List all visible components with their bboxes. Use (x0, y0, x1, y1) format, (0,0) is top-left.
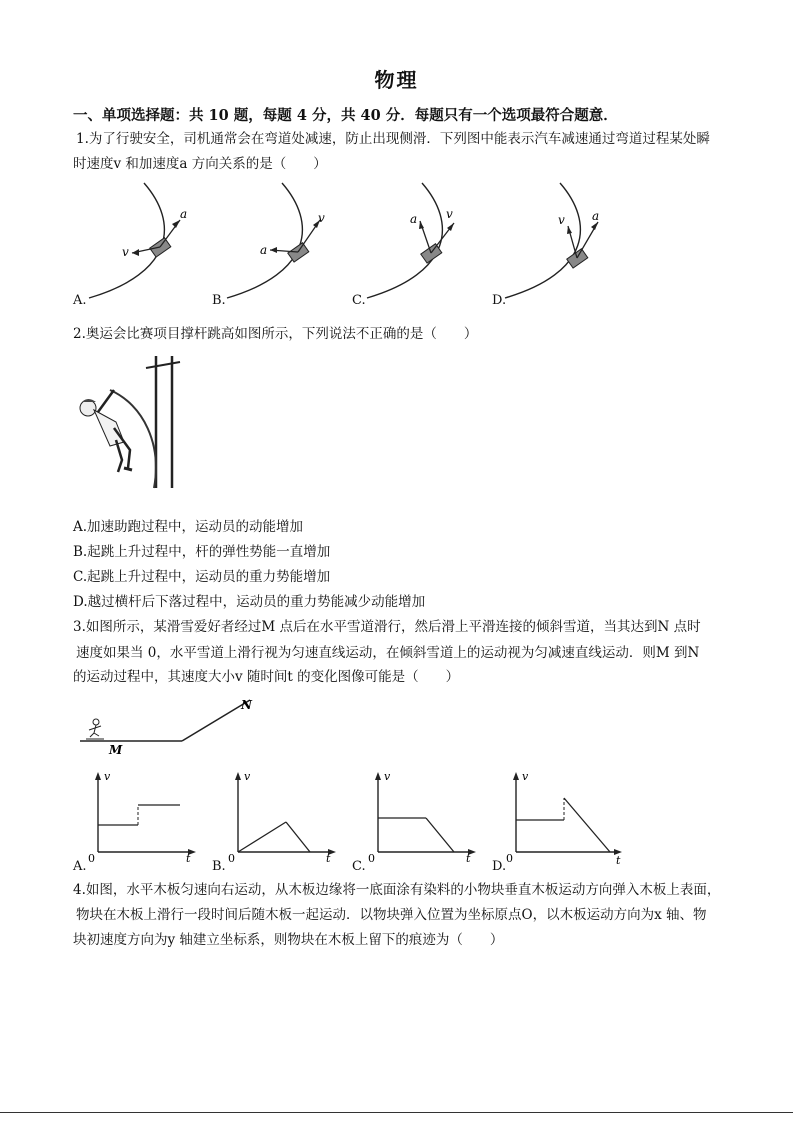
q1-option-d[interactable]: D. (492, 293, 507, 308)
page-title: 物理 (374, 68, 419, 92)
q2-option-d[interactable]: D.越过横杆后下落过程中，运动员的重力势能减少动能增加 (73, 594, 426, 610)
q2-option-a[interactable]: A.加速助跑过程中，运动员的动能增加 (73, 519, 304, 535)
q3d-origin: 0 (506, 852, 513, 865)
q1-stem-line2: 时速度v 和加速度a 方向关系的是（ ） (73, 156, 327, 172)
q3-graph-a (88, 770, 198, 865)
q3b-origin: 0 (228, 852, 235, 865)
q3c-axis-v: v (384, 770, 391, 783)
q3-graph-c (368, 770, 478, 865)
q3-stem-line3: 的运动过程中，其速度大小v 随时间t 的变化图像可能是（ ） (73, 669, 460, 685)
q1b-v-label: v (318, 211, 325, 225)
q2-option-c[interactable]: C.起跳上升过程中，运动员的重力势能增加 (73, 569, 331, 585)
q3-stem-line2: 速度如果当 0，水平雪道上滑行视为匀速直线运动，在倾斜雪道上的运动视为匀减速直线运动．则M 到N (76, 645, 700, 661)
q3-graph-d (506, 770, 626, 865)
point-m-label: M (109, 743, 123, 757)
q1-figure-a (84, 178, 214, 303)
q3d-axis-t: t (616, 854, 621, 867)
q1-option-c[interactable]: C. (352, 293, 366, 308)
q2-option-b[interactable]: B.起跳上升过程中，杆的弹性势能一直增加 (73, 544, 331, 560)
q3-option-b[interactable]: B. (212, 859, 226, 874)
q3-option-c[interactable]: C. (352, 859, 366, 874)
q1-figure-d (500, 178, 630, 303)
point-n-label: N (241, 698, 252, 712)
q1-figure-b (222, 178, 352, 303)
q1c-a-label: a (410, 212, 418, 226)
q3c-origin: 0 (368, 852, 375, 865)
q1a-a-label: a (180, 207, 188, 221)
page-bottom-rule (0, 1112, 793, 1113)
q3b-axis-t: t (326, 852, 331, 865)
q3-option-d[interactable]: D. (492, 859, 507, 874)
section-heading: 一、单项选择题：共 10 题，每题 4 分，共 40 分．每题只有一个选项最符合题意． (73, 107, 618, 124)
q1d-a-label: a (592, 209, 600, 223)
q3c-axis-t: t (466, 852, 471, 865)
q3-graph-b (228, 770, 338, 865)
q3a-axis-v: v (104, 770, 111, 783)
pole-vault-illustration (74, 350, 186, 492)
ski-slope-diagram (78, 696, 278, 756)
q1b-a-label: a (260, 243, 268, 257)
q3a-origin: 0 (88, 852, 95, 865)
q3a-axis-t: t (186, 852, 191, 865)
q4-stem-line1: 4.如图，水平木板匀速向右运动，从木板边缘将一底面涂有染料的小物块垂直木板运动方向弹入木板上表面， (73, 882, 721, 898)
q1c-v-label: v (446, 207, 453, 221)
q4-stem-line2: 物块在木板上滑行一段时间后随木板一起运动．以物块弹入位置为坐标原点O，以木板运动方向为x 轴、物 (76, 907, 707, 923)
q3d-axis-v: v (522, 770, 529, 783)
q3-stem-line1: 3.如图所示，某滑雪爱好者经过M 点后在水平雪道滑行，然后滑上平滑连接的倾斜雪道，当其达到N 点时 (73, 619, 701, 635)
q1a-v-label: v (122, 245, 129, 259)
q1-figure-c (362, 178, 492, 303)
q1-option-a[interactable]: A. (73, 293, 87, 308)
q3-option-a[interactable]: A. (73, 859, 87, 874)
q1d-v-label: v (558, 213, 565, 227)
q4-stem-line3: 块初速度方向为y 轴建立坐标系，则物块在木板上留下的痕迹为（ ） (73, 932, 504, 948)
q1-option-b[interactable]: B. (212, 293, 226, 308)
q2-stem: 2.奥运会比赛项目撑杆跳高如图所示，下列说法不正确的是（ ） (73, 326, 478, 342)
q3b-axis-v: v (244, 770, 251, 783)
q1-stem-line1: 1.为了行驶安全，司机通常会在弯道处减速，防止出现侧滑．下列图中能表示汽车减速通过弯道过程某处瞬 (76, 131, 710, 147)
